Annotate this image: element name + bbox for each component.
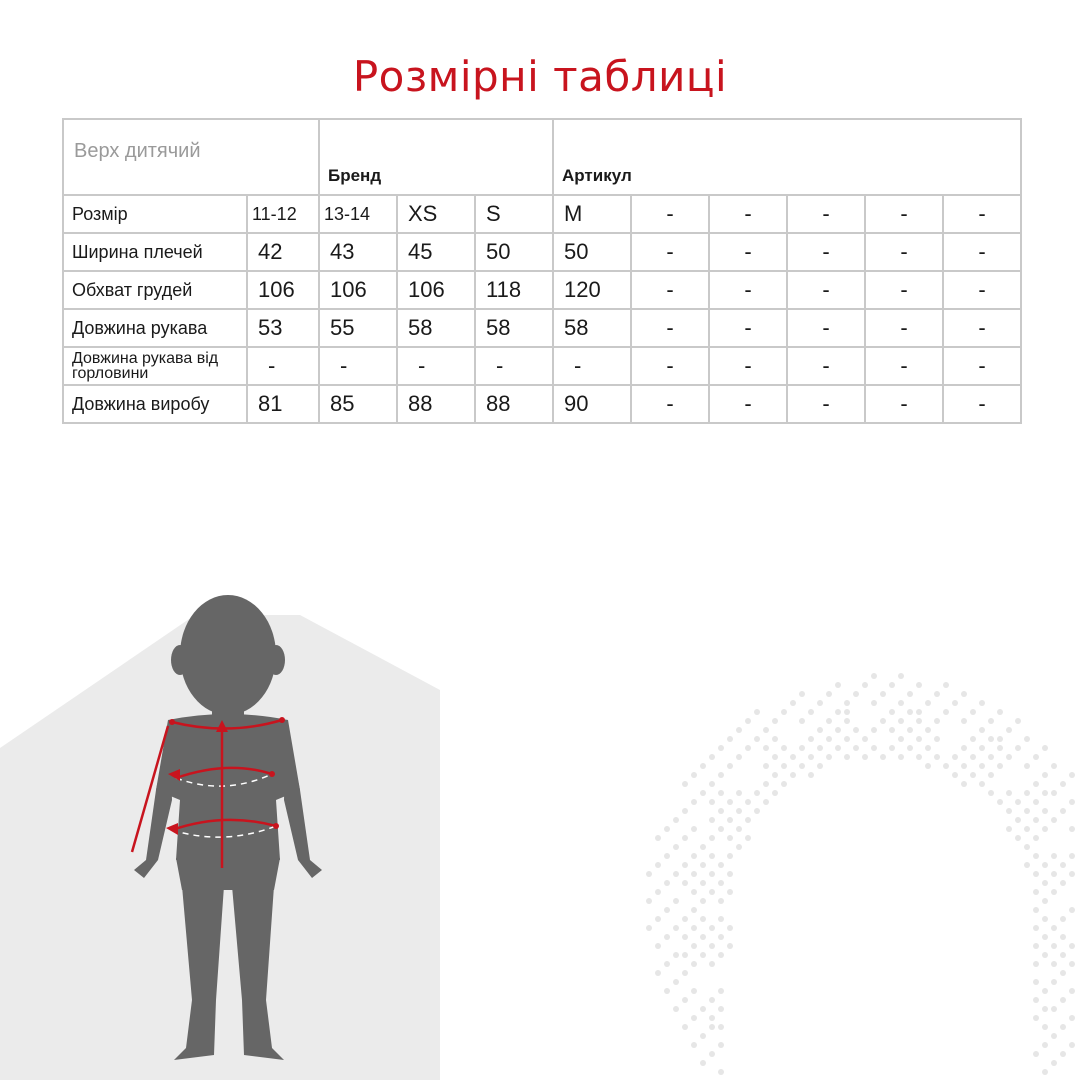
table-cell: 45 [397,233,475,271]
table-cell: - [787,233,865,271]
product-type: Верх дитячий [63,119,319,195]
table-cell: - [247,347,319,385]
table-cell: - [709,309,787,347]
table-cell: 42 [247,233,319,271]
table-cell: M [553,195,631,233]
table-cell: - [943,271,1021,309]
table-cell: - [865,385,943,423]
table-cell: 50 [475,233,553,271]
table-cell: 106 [397,271,475,309]
child-silhouette [0,560,440,1080]
table-cell: - [865,195,943,233]
table-cell: 11-12 [247,195,319,233]
row-label: Довжина рукава [63,309,247,347]
table-cell: 106 [319,271,397,309]
table-cell: - [787,309,865,347]
table-cell: - [709,271,787,309]
header-row [63,119,1021,195]
table-cell: - [709,347,787,385]
article-label: Артикул [553,119,1021,195]
table-cell: 88 [397,385,475,423]
table-row [63,271,1021,309]
table-cell: 120 [553,271,631,309]
row-label: Обхват грудей [63,271,247,309]
table-row [63,385,1021,423]
page-title: Розмірні таблиці [352,52,728,101]
row-label: Розмір [63,195,247,233]
table-row [63,347,1021,385]
table-cell: XS [397,195,475,233]
table-cell: - [865,271,943,309]
table-cell: 43 [319,233,397,271]
size-table [62,118,1022,424]
table-cell: - [631,347,709,385]
table-row [63,309,1021,347]
table-cell: 88 [475,385,553,423]
table-cell: - [787,385,865,423]
table-cell: 81 [247,385,319,423]
table-cell: - [631,309,709,347]
table-cell: - [943,233,1021,271]
table-cell: - [475,347,553,385]
table-cell: 58 [553,309,631,347]
table-cell: 50 [553,233,631,271]
table-cell: - [553,347,631,385]
table-cell: - [787,195,865,233]
table-cell: S [475,195,553,233]
table-cell: - [709,385,787,423]
row-label: Довжина рукава від горловини [63,347,247,385]
table-cell: - [943,347,1021,385]
table-cell: - [631,233,709,271]
ornament-pattern [640,640,1080,1080]
table-cell: 13-14 [319,195,397,233]
table-cell: - [865,233,943,271]
brand-label: Бренд [319,119,553,195]
table-cell: - [787,347,865,385]
table-cell: - [709,233,787,271]
table-cell: 58 [475,309,553,347]
table-cell: 55 [319,309,397,347]
table-cell: 118 [475,271,553,309]
table-cell: - [865,347,943,385]
row-label: Ширина плечей [63,233,247,271]
table-cell: - [943,385,1021,423]
table-row [63,233,1021,271]
table-cell: 53 [247,309,319,347]
table-cell: - [943,309,1021,347]
table-cell: - [319,347,397,385]
table-cell: - [709,195,787,233]
table-cell: - [943,195,1021,233]
row-label: Довжина виробу [63,385,247,423]
table-cell: - [631,385,709,423]
table-row [63,195,1021,233]
table-cell: - [631,271,709,309]
table-cell: - [631,195,709,233]
table-cell: - [397,347,475,385]
table-cell: 90 [553,385,631,423]
table-cell: - [787,271,865,309]
table-cell: - [865,309,943,347]
table-cell: 106 [247,271,319,309]
table-cell: 85 [319,385,397,423]
table-cell: 58 [397,309,475,347]
